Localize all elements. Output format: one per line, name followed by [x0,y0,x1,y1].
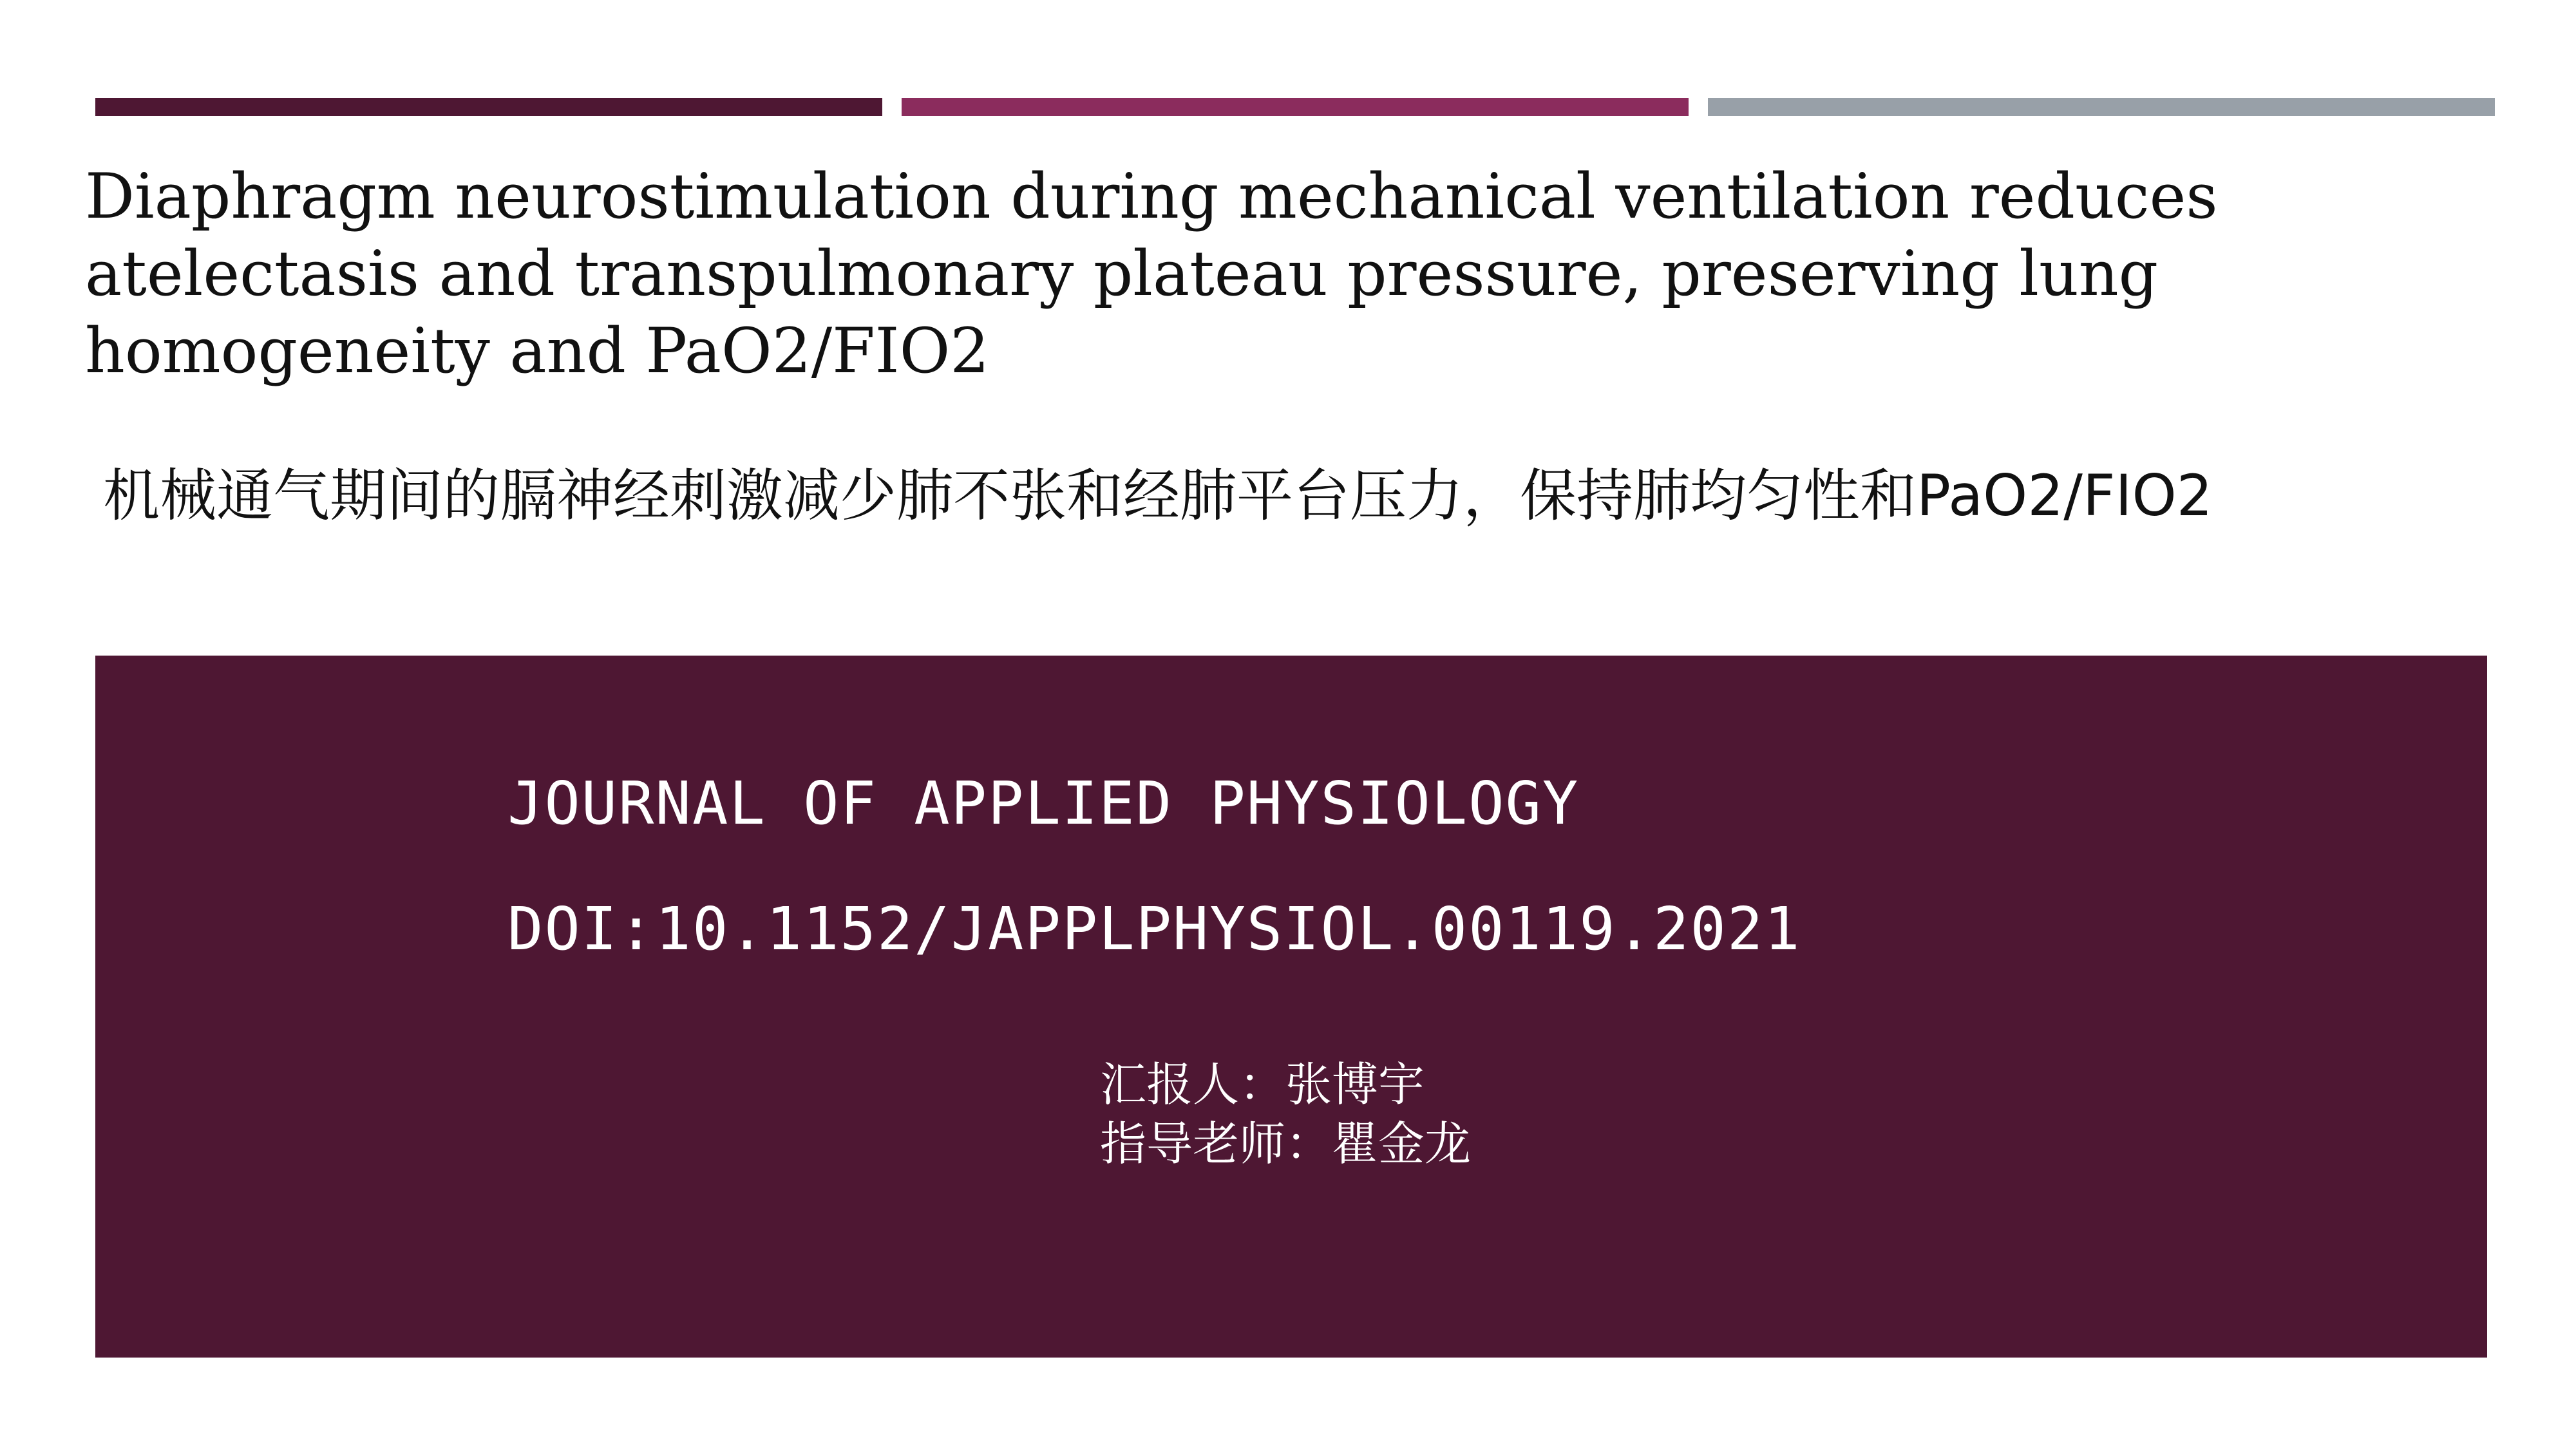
english-title [85,158,2481,390]
accent-bar-gray [1708,98,2495,116]
doi: DOI:10.1152/JAPPLPHYSIOL.00119.2021 [507,895,1801,963]
info-panel [95,656,2487,1358]
presenter-name: 汇报人：张博宇 [1100,1057,1425,1112]
accent-bar-dark [95,98,882,116]
journal-name: JOURNAL OF APPLIED PHYSIOLOGY [507,769,1580,838]
presenter-block [1100,1055,1471,1173]
english-title-line-1: Diaphragm neurostimulation during mechanical ventilation reduces [85,160,2218,232]
english-title-line-3: homogeneity and PaO2/FIO2 [85,315,990,387]
chinese-title: 机械通气期间的膈神经刺激减少肺不张和经肺平台压力，保持肺均匀性和PaO2/FIO2 [103,462,2213,529]
english-title-line-2: atelectasis and transpulmonary plateau pressure, preserving lung [85,238,2159,310]
advisor-name: 指导老师：瞿金龙 [1100,1117,1472,1171]
accent-bar-magenta [902,98,1689,116]
